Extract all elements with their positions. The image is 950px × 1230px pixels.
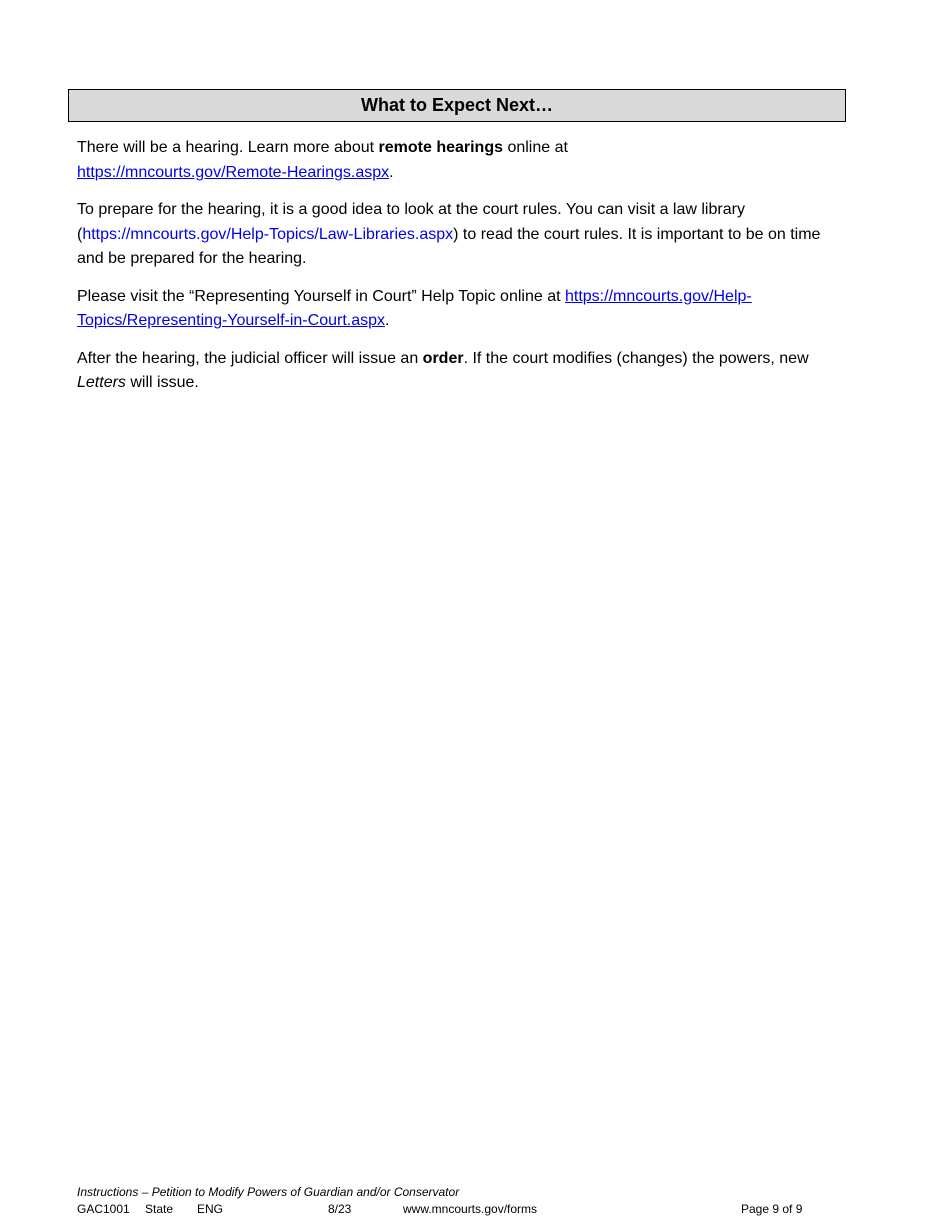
footer-jurisdiction: State xyxy=(145,1202,174,1216)
paragraph-text: There will be a hearing. Learn more about xyxy=(77,139,379,156)
footer-document-title: Instructions – Petition to Modify Powers of Guardian and/or Conservator xyxy=(77,1185,460,1199)
instructions-content xyxy=(77,136,847,409)
footer-page-number: Page 9 of 9 xyxy=(741,1202,803,1216)
paragraph-text: will issue. xyxy=(125,374,199,391)
paragraph-text: After the hearing, the judicial officer will issue an xyxy=(77,349,423,367)
section-header xyxy=(68,89,846,122)
footer-date: 8/23 xyxy=(328,1202,352,1216)
paragraph-text: . xyxy=(385,312,390,329)
paragraph-after-hearing xyxy=(77,347,847,396)
paragraph-text: ) to read the court rules. It is important to be on time and be prepared for the hearing. xyxy=(77,225,821,267)
law-libraries-link[interactable]: https://mncourts.gov/Help-Topics/Law-Libraries.aspx xyxy=(82,225,454,243)
representing-yourself-link[interactable]: https://mncourts.gov/Help-Topics/Representing-Yourself-in-Court.aspx xyxy=(77,287,752,329)
italic-text: Letters xyxy=(77,374,126,391)
bold-text: remote hearings xyxy=(378,139,503,156)
paragraph-text: Please visit the “Representing Yourself in Court” Help Topic online at xyxy=(77,287,565,305)
footer-form-id: GAC1001 xyxy=(77,1202,130,1216)
paragraph-text: online at xyxy=(503,139,568,156)
paragraph-representing-yourself xyxy=(77,285,847,334)
footer-website: www.mncourts.gov/forms xyxy=(403,1202,538,1216)
paragraph-remote-hearings xyxy=(77,136,847,185)
page-footer xyxy=(77,1184,817,1218)
paragraph-text: . If the court modifies (changes) the powers, new xyxy=(463,349,809,367)
footer-language: ENG xyxy=(197,1202,224,1216)
footer-meta-row xyxy=(77,1201,817,1218)
paragraph-text: To prepare for the hearing, it is a good idea to look at the court rules. You can visit a law library ( xyxy=(77,201,745,243)
paragraph-text: . xyxy=(389,163,394,181)
bold-text: order xyxy=(422,349,464,367)
section-title: What to Expect Next… xyxy=(360,95,554,115)
paragraph-court-rules xyxy=(77,198,847,272)
remote-hearings-link[interactable]: https://mncourts.gov/Remote-Hearings.aspx xyxy=(77,163,390,181)
